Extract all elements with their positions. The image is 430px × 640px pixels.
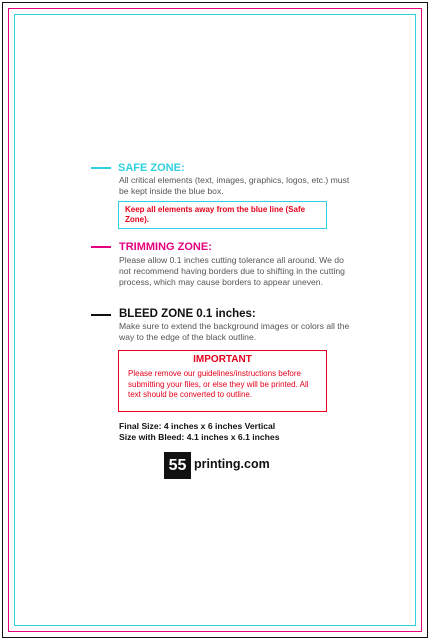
trimming-zone-heading: TRIMMING ZONE: [119, 241, 212, 253]
important-title: IMPORTANT [193, 354, 252, 365]
bleed-zone-heading: BLEED ZONE 0.1 inches: [119, 308, 256, 320]
bleed-zone-marker [91, 314, 111, 316]
trimming-zone-description: Please allow 0.1 inches cutting tolerance all around. We do not recommend having borders due to shifting in the cutting process, which may cause borders to appear uneven. [119, 255, 345, 287]
safe-zone-marker [91, 167, 111, 169]
safe-zone-outline [14, 14, 416, 626]
important-notice [118, 350, 327, 412]
final-size: Final Size: 4 inches x 6 inches Vertical [119, 421, 276, 431]
safe-zone-description: All critical elements (text, images, graphics, logos, etc.) must be kept inside the blue box. [119, 175, 350, 196]
bleed-zone-description: Make sure to extend the background images or colors all the way to the edge of the black outline. [119, 321, 350, 342]
important-body: Please remove our guidelines/instructions before submitting your files, or else they will be printed. All text should be converted to outline. [128, 369, 309, 399]
safe-zone-callout: Keep all elements away from the blue line (Safe Zone). [118, 201, 327, 229]
logo-badge: 55 [164, 452, 191, 479]
logo-text: printing.com [194, 457, 270, 471]
safe-zone-heading: SAFE ZONE: [118, 162, 185, 174]
trimming-zone-marker [91, 246, 111, 248]
size-with-bleed: Size with Bleed: 4.1 inches x 6.1 inches [119, 432, 280, 442]
